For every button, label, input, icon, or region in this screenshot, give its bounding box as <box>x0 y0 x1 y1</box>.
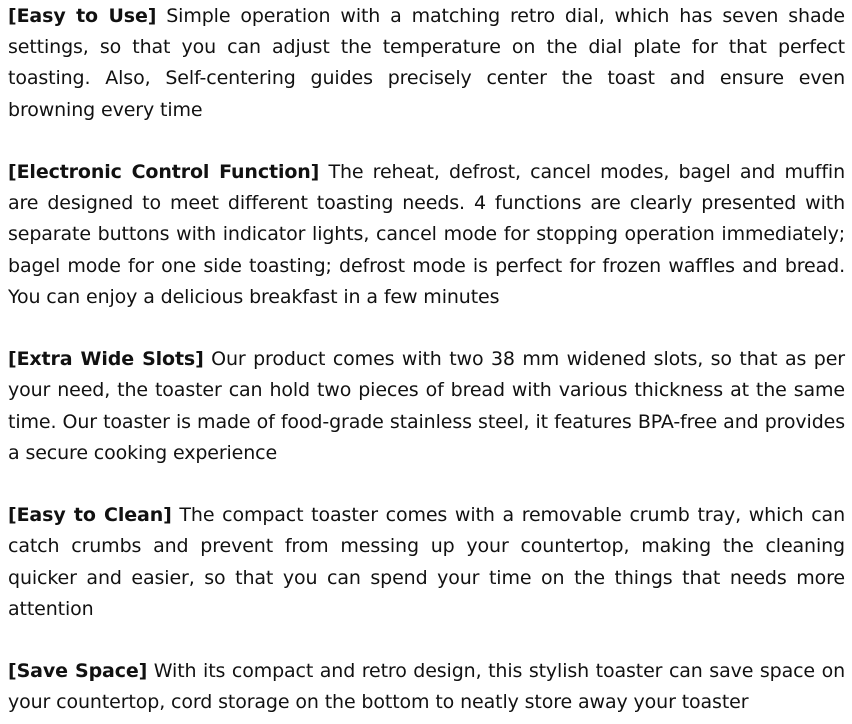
feature-heading: [Easy to Use] <box>8 5 157 27</box>
feature-heading: [Extra Wide Slots] <box>8 348 204 371</box>
feature-heading: [Save Space] <box>8 660 148 683</box>
feature-extra-wide-slots <box>8 344 845 469</box>
feature-heading: [Easy to Clean] <box>8 504 172 527</box>
feature-text: Our product comes with two 38 mm widened slots, so that as per your need, the toaster can hold two pieces of bread with various thickness at the same time. Our toaster is made of food-grade stainless steel, it features BPA-free and provides a secure cooking experience <box>8 348 845 464</box>
feature-electronic-control <box>8 157 845 313</box>
feature-heading: [Electronic Control Function] <box>8 161 320 183</box>
feature-easy-to-clean <box>8 500 845 625</box>
feature-save-space <box>8 656 845 718</box>
feature-text: The reheat, defrost, cancel modes, bagel and muffin are designed to meet different toasting needs. 4 functions are clearly presented with separate buttons with indicator lights, cancel mode for stopping operation immediately; bagel mode for one side toasting; defrost mode is perfect for frozen waffles and bread. You can enjoy a delicious breakfast in a few minutes <box>8 161 845 308</box>
feature-text: Simple operation with a matching retro dial, which has seven shade settings, so that you can adjust the temperature on the dial plate for that perfect toasting. Also, Self-centering guides precisely center the toast and ensure even browning every time <box>8 5 845 121</box>
feature-text: The compact toaster comes with a removable crumb tray, which can catch crumbs and prevent from messing up your countertop, making the cleaning quicker and easier, so that you can spend your time on the things that needs more attention <box>8 504 845 620</box>
feature-easy-to-use <box>8 1 845 126</box>
feature-text: With its compact and retro design, this stylish toaster can save space on your countertop, cord storage on the bottom to neatly store away your toaster <box>8 660 845 714</box>
